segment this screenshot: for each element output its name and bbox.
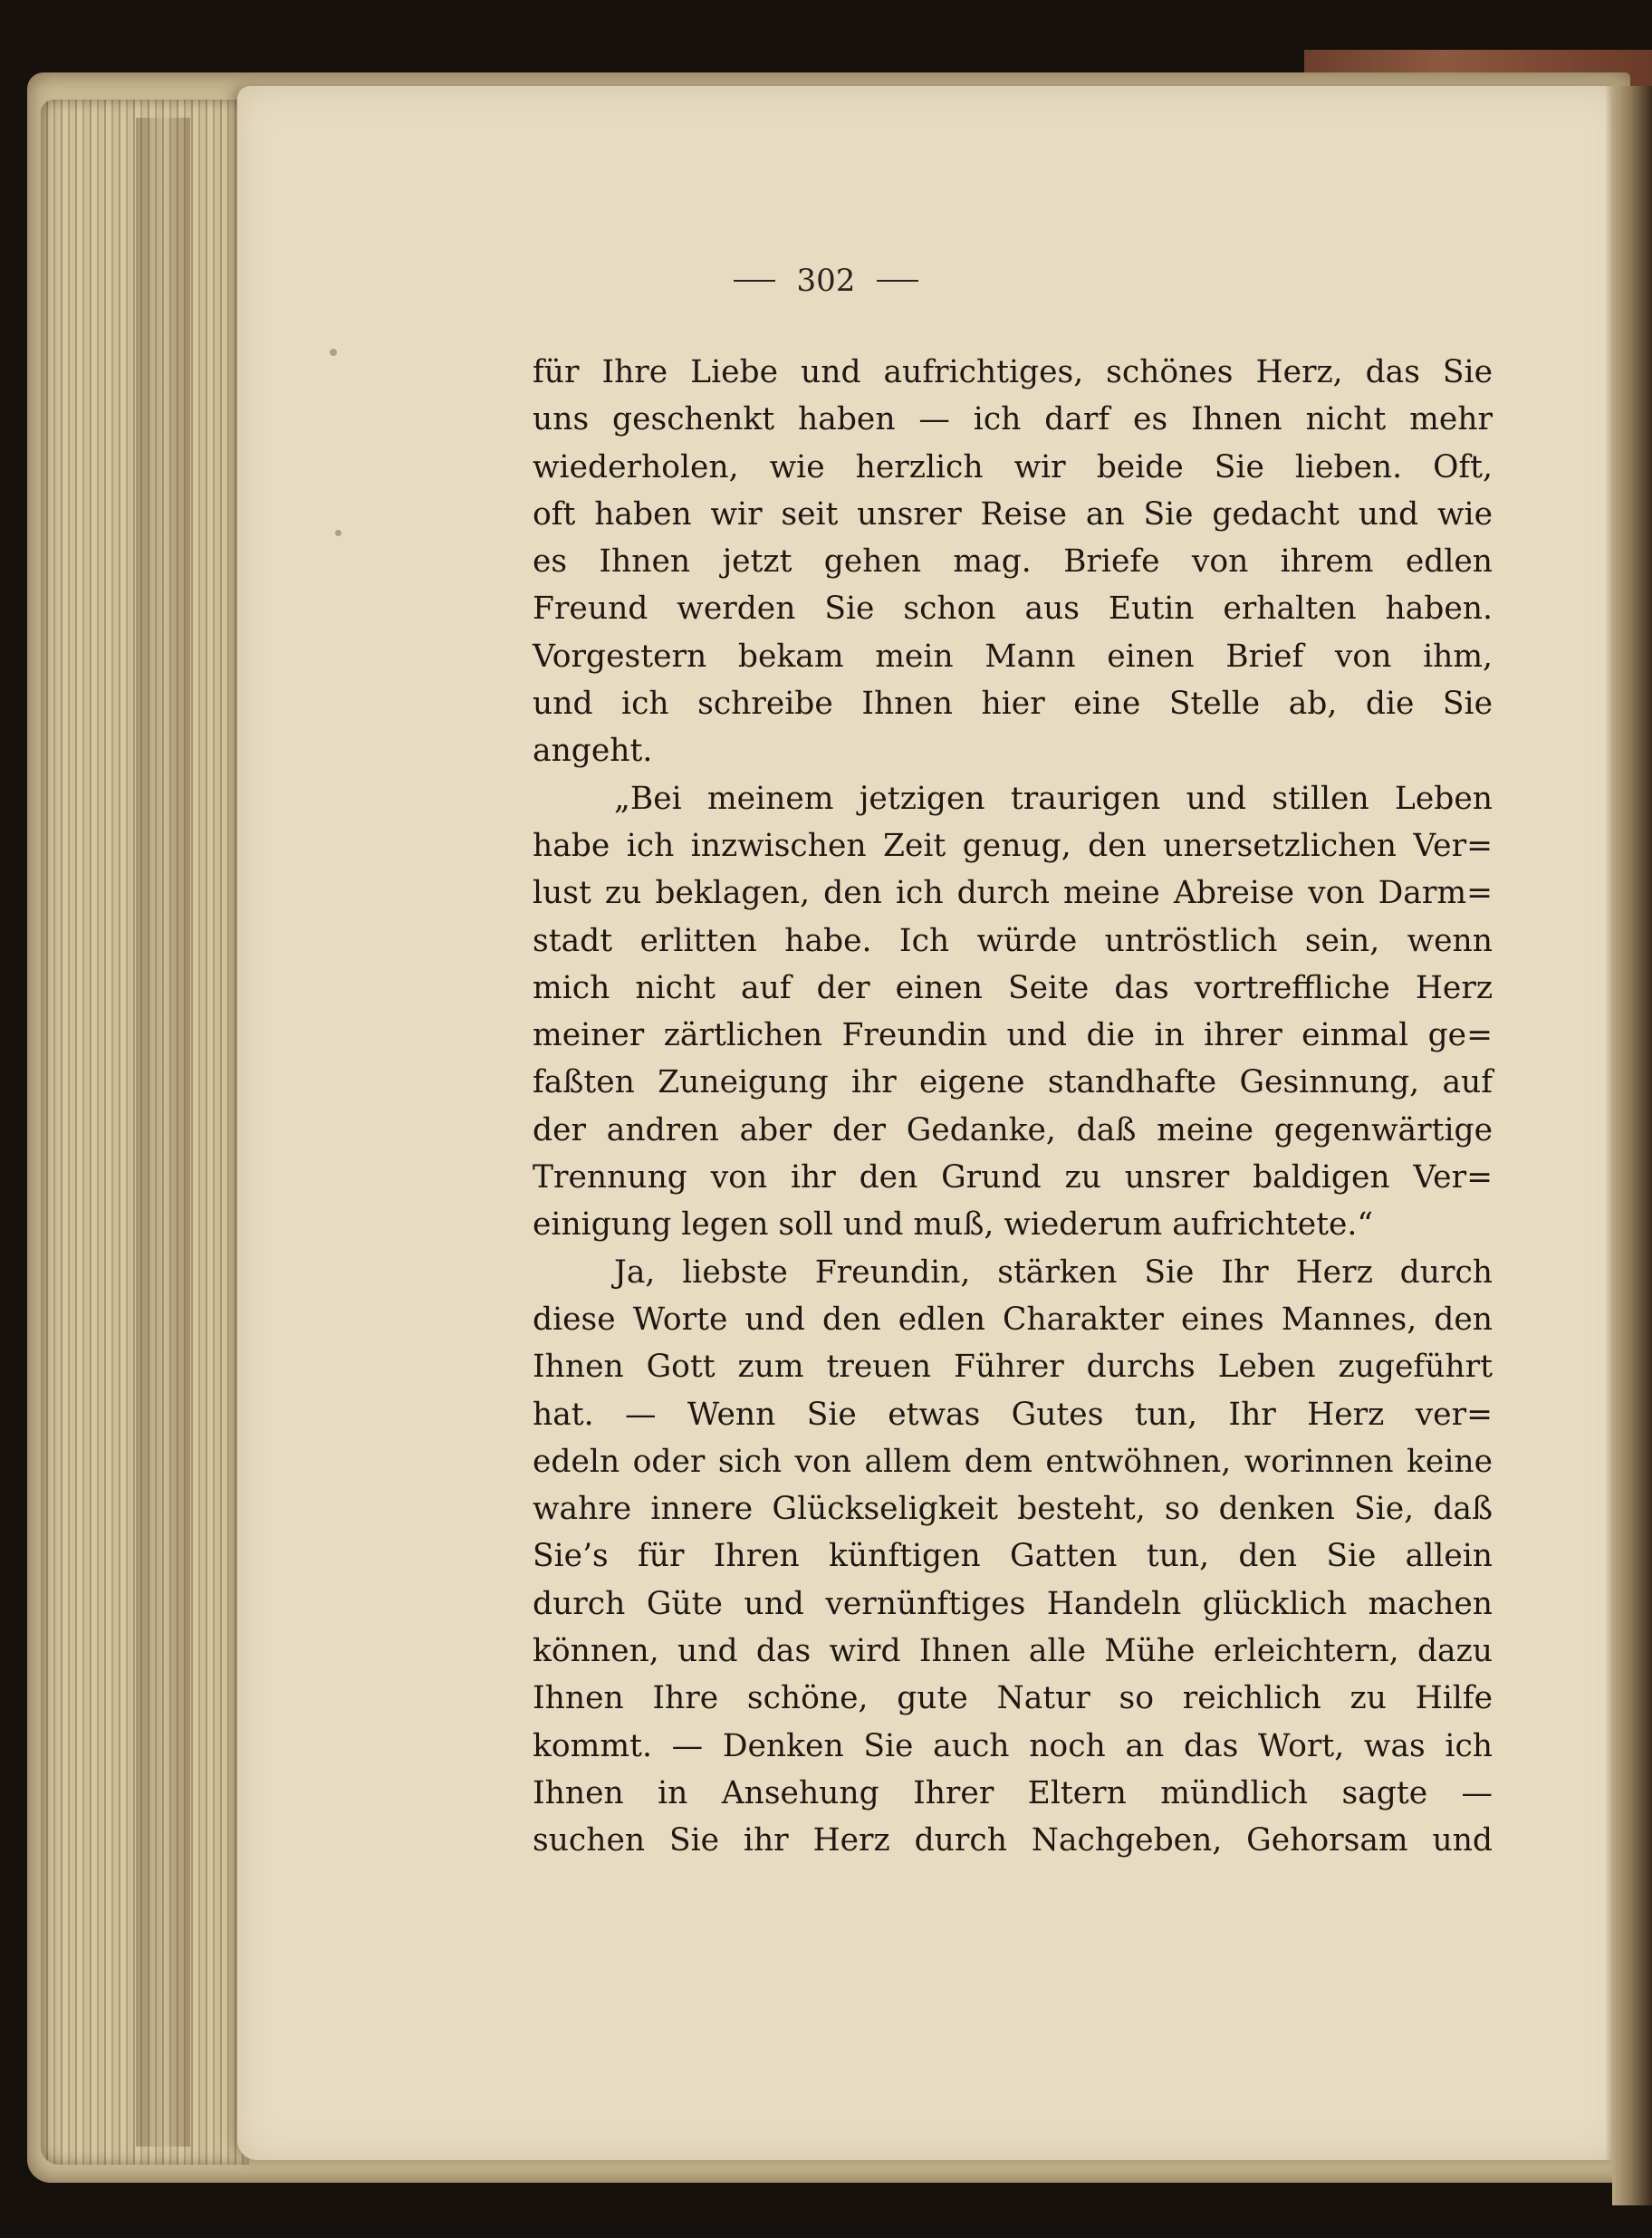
text-line: Trennung von ihr den Grund zu unsrer baldigen Ver= <box>533 1159 1493 1196</box>
text-line: mich nicht auf der einen Seite das vortreffliche Herz <box>533 969 1493 1006</box>
text-line: diese Worte und den edlen Charakter eines Mannes, den <box>533 1301 1493 1338</box>
text-line: können, und das wird Ihnen alle Mühe erleichtern, dazu <box>533 1633 1493 1670</box>
body-text <box>533 349 1493 1865</box>
page-number-dash-right <box>877 280 918 282</box>
text-line: stadt erlitten habe. Ich würde untröstlich sein, wenn <box>533 922 1493 959</box>
text-line: meiner zärtlichen Freundin und die in ihrer einmal ge= <box>533 1017 1493 1054</box>
text-line: für Ihre Liebe und aufrichtiges, schönes Herz, das Sie <box>533 354 1493 390</box>
page-number-dash-left <box>734 280 775 282</box>
text-line: es Ihnen jetzt gehen mag. Briefe von ihrem edlen <box>533 543 1493 581</box>
text-line: Ihnen Gott zum treuen Führer durchs Leben zugeführt <box>533 1349 1493 1386</box>
text-line: kommt. — Denken Sie auch noch an das Wort, was ich <box>533 1727 1493 1764</box>
text-line: lust zu beklagen, den ich durch meine Abreise von Darm= <box>533 875 1493 912</box>
page-number-row <box>0 263 1652 299</box>
page-number: 302 <box>796 263 856 299</box>
text-line: uns geschenkt haben — ich darf es Ihnen nicht mehr <box>533 401 1493 438</box>
text-line: Ihnen Ihre schöne, gute Natur so reichlich zu Hilfe <box>533 1680 1493 1717</box>
text-line: edeln oder sich von allem dem entwöhnen, worinnen keine <box>533 1443 1493 1480</box>
text-line: wahre innere Glückseligkeit besteht, so denken Sie, daß <box>533 1491 1493 1528</box>
text-line: „Bei meinem jetzigen traurigen und stillen Leben <box>614 780 1493 817</box>
book-gutter <box>1612 86 1652 2205</box>
paper-spot <box>335 530 341 536</box>
text-line: Sie’s für Ihren künftigen Gatten tun, den Sie allein <box>533 1538 1493 1575</box>
text-line: habe ich inzwischen Zeit genug, den unersetzlichen Ver= <box>533 827 1493 864</box>
text-line: einigung legen soll und muß, wiederum aufrichtete.“ <box>533 1206 1373 1244</box>
text-line: hat. — Wenn Sie etwas Gutes tun, Ihr Herz ver= <box>533 1396 1493 1433</box>
text-line: suchen Sie ihr Herz durch Nachgeben, Gehorsam und <box>533 1822 1493 1859</box>
text-line: durch Güte und vernünftiges Handeln glücklich machen <box>533 1585 1493 1622</box>
text-line: oft haben wir seit unsrer Reise an Sie gedacht und wie <box>533 495 1493 533</box>
text-line: und ich schreibe Ihnen hier eine Stelle ab, die Sie <box>533 686 1493 723</box>
text-line: Ihnen in Ansehung Ihrer Eltern mündlich sagte — <box>533 1774 1493 1811</box>
text-line: angeht. <box>533 733 653 770</box>
text-line: wiederholen, wie herzlich wir beide Sie lieben. Oft, <box>533 448 1493 485</box>
text-line: Freund werden Sie schon aus Eutin erhalten haben. <box>533 591 1493 628</box>
page-edges-shadow <box>136 118 190 2147</box>
text-line: faßten Zuneigung ihr eigene standhafte Gesinnung, auf <box>533 1064 1493 1101</box>
text-line: der andren aber der Gedanke, daß meine gegenwärtige <box>533 1111 1493 1148</box>
paper-spot <box>330 349 337 356</box>
text-line: Ja, liebste Freundin, stärken Sie Ihr Herz durch <box>614 1253 1493 1291</box>
text-line: Vorgestern bekam mein Mann einen Brief von ihm, <box>533 638 1493 675</box>
